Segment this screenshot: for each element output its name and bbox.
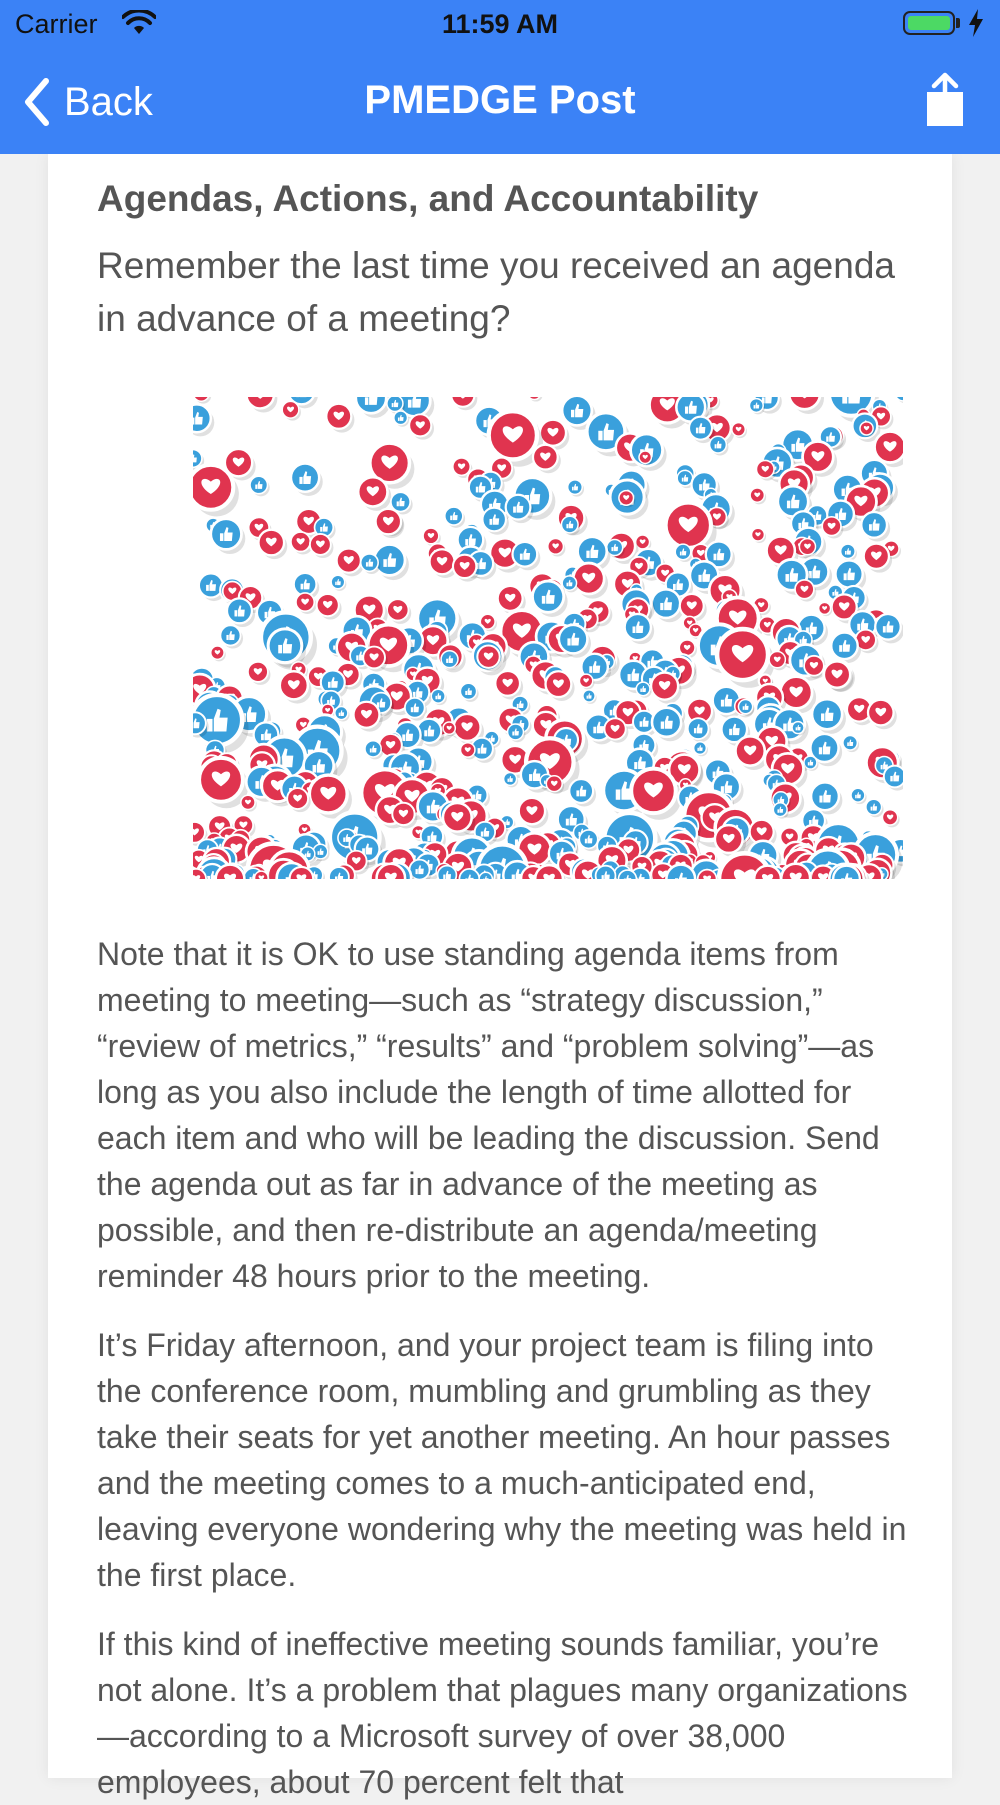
thumbs-up-icon (851, 788, 867, 804)
heart-icon (789, 397, 824, 414)
heart-icon (780, 677, 816, 714)
heart-icon (211, 646, 226, 661)
heart-icon (732, 423, 747, 438)
thumbs-up-icon (220, 625, 243, 648)
article-paragraph: If this kind of ineffective meeting sounds familiar, you’re not alone. It’s a problem that plagues many organizations—according to a Microsoft survey of over 38,000 employees, about 70 percent felt that (97, 1621, 917, 1805)
article-paragraph: Note that it is OK to use standing agenda items from meeting to meeting—such as “strategy discussion,” “review of metrics,” “results” and “problem solving”—as long as you also include the length of time allotted for each item and who will be leading the discussion. Send the agenda out as far in advance of the meeting as possible, and then re-distribute an agenda/meeting reminder 48 hours prior to the meeting. (97, 931, 917, 1299)
thumbs-up-icon (843, 736, 859, 753)
heart-icon (337, 548, 364, 576)
heart-icon (387, 599, 411, 624)
thumbs-up-icon (431, 689, 447, 705)
thumbs-up-icon (193, 404, 214, 436)
status-time: 11:59 AM (0, 9, 1000, 40)
heart-icon (752, 528, 766, 543)
thumbs-up-icon (884, 766, 903, 791)
thumbs-up-icon (445, 507, 465, 528)
heart-icon (546, 671, 575, 701)
thumbs-up-icon (841, 544, 857, 561)
heart-icon (750, 488, 766, 504)
reactions-illustration (193, 397, 903, 879)
thumbs-up-icon (568, 480, 584, 497)
heart-icon (819, 602, 833, 616)
thumbs-up-icon (250, 476, 270, 496)
article-card (48, 154, 952, 1778)
heart-icon (258, 530, 287, 559)
thumbs-up-icon (861, 512, 890, 542)
heart-icon (409, 414, 434, 439)
hero-image (193, 397, 903, 879)
share-icon[interactable] (920, 72, 970, 128)
article-content (97, 176, 917, 1805)
thumbs-up-icon (211, 519, 246, 554)
thumbs-up-icon (694, 742, 708, 757)
heart-icon (882, 810, 899, 828)
article-title: Agendas, Actions, and Accountability (97, 176, 917, 222)
page-title: PMEDGE Post (0, 78, 1000, 123)
thumbs-up-icon (291, 463, 323, 496)
charging-bolt-icon (966, 8, 986, 38)
heart-icon (317, 594, 342, 620)
thumbs-up-icon (331, 575, 346, 591)
heart-icon (246, 397, 277, 413)
thumbs-up-icon (569, 779, 596, 806)
heart-icon (193, 397, 211, 404)
heart-icon (548, 539, 566, 557)
status-bar (0, 0, 1000, 50)
thumbs-up-icon (895, 397, 903, 403)
carrier-label: Carrier (15, 9, 98, 40)
heart-icon (868, 700, 897, 729)
battery-tip (956, 18, 960, 28)
thumbs-up-icon (356, 397, 390, 418)
thumbs-up-icon (866, 799, 884, 817)
heart-icon (248, 662, 271, 685)
article-paragraph: It’s Friday afternoon, and your project team is filing into the conference room, mumbling and grumbling as they take their seats for yet another meeting. An hour passes and the meeting comes to a much-anticipated end, leaving everyone wondering why the meeting was held in the first place. (97, 1322, 917, 1598)
navigation-bar (0, 50, 1000, 154)
thumbs-up-icon (812, 699, 846, 734)
heart-icon (326, 404, 354, 433)
thumbs-up-icon (460, 683, 478, 702)
heart-icon (527, 397, 542, 402)
battery-icon (903, 11, 955, 35)
heart-icon (495, 671, 523, 699)
heart-icon (451, 397, 477, 410)
thumbs-up-icon (583, 690, 597, 704)
heart-icon (519, 798, 549, 828)
heart-icon (241, 795, 257, 811)
article-lead: Remember the last time you received an agenda in advance of a meeting? (97, 239, 917, 345)
back-button-label: Back (64, 80, 153, 125)
thumbs-up-icon (875, 614, 903, 643)
